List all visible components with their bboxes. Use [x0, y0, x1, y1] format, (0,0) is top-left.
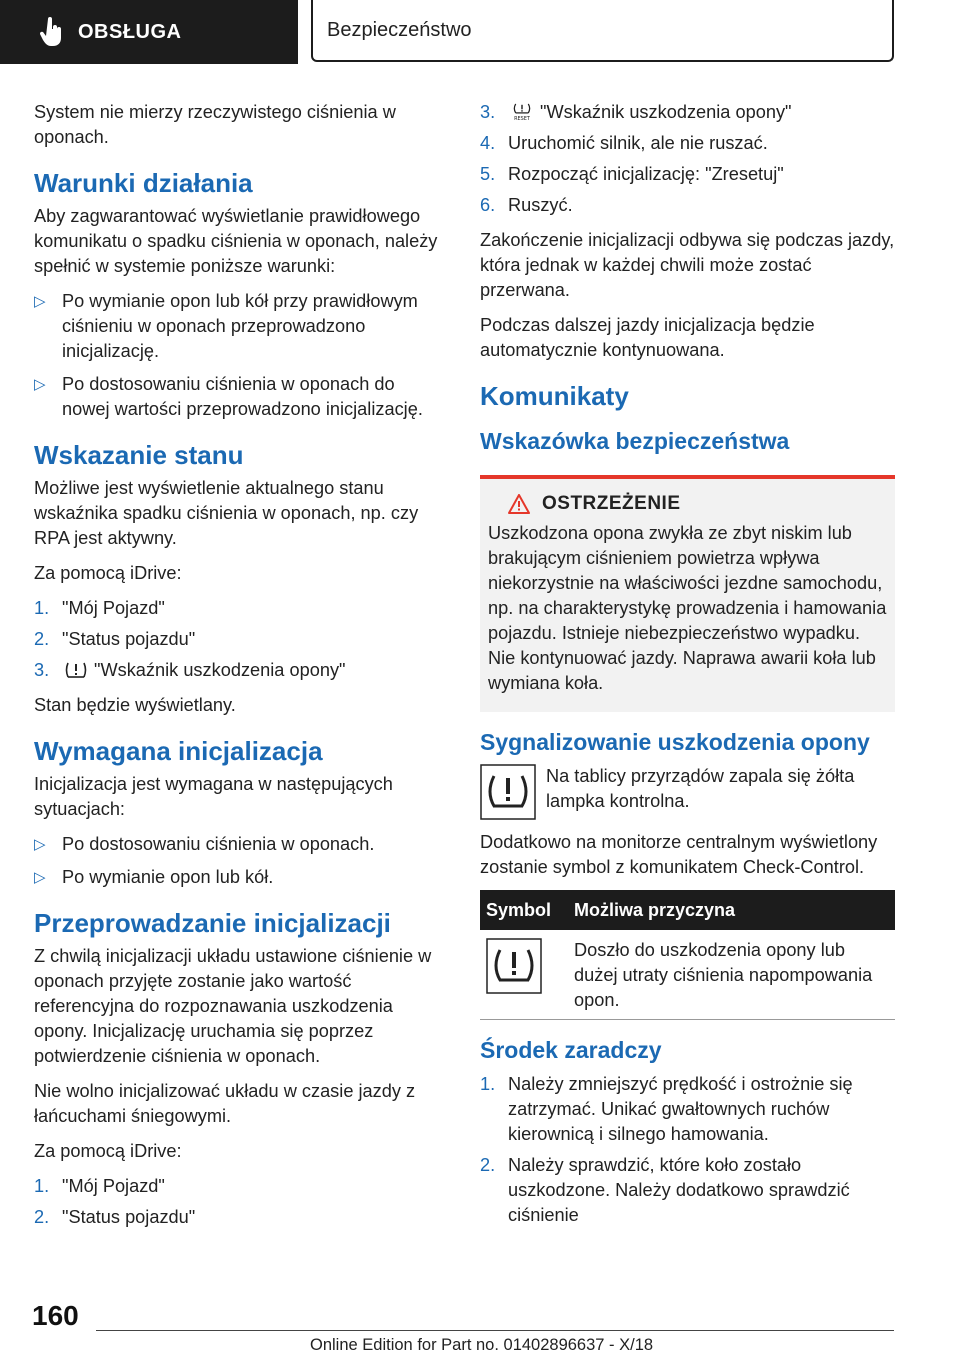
triangle-bullet-icon: ▷ — [34, 293, 46, 310]
list-item: 1. "Mój Pojazd" — [34, 598, 165, 618]
section-label: OBSŁUGA — [78, 20, 182, 43]
heading-srodek: Środek zaradczy — [480, 1037, 662, 1063]
idrive-text-2: Za pomocą iDrive: — [34, 1141, 182, 1161]
triangle-bullet-icon: ▷ — [34, 869, 46, 886]
przeprowadzanie-text: Z chwilą inicjalizacji układu ustawione ciśnienie w oponach przyjęte zostanie jako wartość referencyjna do rozpoznawania uszkodzenia opony. Inicjalizację uruchamia się poprzez potwierdzenie ciśnienia w oponach. — [34, 946, 432, 1066]
tyre-pressure-warning-icon — [480, 764, 536, 820]
dalsza-text: Podczas dalszej jazdy inicjalizacja będzie automatycznie kontynuowana. — [480, 315, 815, 360]
list-item: ▷ Po dostosowaniu ciśnienia w oponach do nowej wartości przeprowadzono inicjalizację. — [34, 374, 423, 419]
footer-divider — [96, 1330, 894, 1331]
idrive-text: Za pomocą iDrive: — [34, 563, 182, 583]
intro-text: System nie mierzy rzeczywistego ciśnienia w oponach. — [34, 102, 396, 147]
list-item: 1. "Mój Pojazd" — [34, 1176, 165, 1196]
list-item: 2. "Status pojazdu" — [34, 629, 196, 649]
heading-wskazowka: Wskazówka bezpieczeństwa — [480, 428, 790, 454]
tyre-pressure-icon — [64, 661, 88, 679]
warunki-list — [34, 289, 446, 422]
list-item: 5. Rozpocząć inicjalizację: "Zresetuj" — [480, 164, 784, 184]
list-item: ▷ Po dostosowaniu ciśnienia w oponach. — [34, 832, 446, 857]
triangle-bullet-icon: ▷ — [34, 376, 46, 393]
heading-warunki: Warunki działania — [34, 168, 253, 198]
warning-text: Uszkodzona opona zwykła ze zbyt niskim lub brakującym ciśnieniem powietrza wpływa niekorzystnie na właściwości jezdne samochodu, np. na charakterystykę prowadzenia i hamowania pojazdu. Istnieje niebezpieczeństwo wypadku. Nie kontynuować jazdy. Naprawa awarii koła lub wymiana koła. — [488, 523, 887, 693]
stan-after-text: Stan będzie wyświetlany. — [34, 695, 236, 715]
heading-przeprowadzanie: Przeprowadzanie inicjalizacji — [34, 908, 391, 938]
table-header-cause: Możliwa przyczyna — [568, 890, 895, 930]
symbol-table — [480, 890, 895, 1020]
tyre-pressure-reset-icon — [510, 103, 534, 121]
dodatkowo-text: Dodatkowo na monitorze centralnym wyświetlony zostanie symbol z komunikatem Check-Control. — [480, 832, 878, 877]
list-item: 4. Uruchomić silnik, ale nie ruszać. — [480, 133, 768, 153]
wymagana-text: Inicjalizacja jest wymagana w następujących sytuacjach: — [34, 774, 393, 819]
left-column — [34, 100, 446, 1240]
warning-title: OSTRZEŻENIE — [542, 493, 681, 514]
koniec-text: Zakończenie inicjalizacji odbywa się podczas jazdy, która jednak w każdej chwili może zostać przerwana. — [480, 230, 895, 300]
tyre-pressure-warning-icon — [486, 938, 542, 994]
heading-komunikaty: Komunikaty — [480, 381, 629, 411]
heading-stan: Wskazanie stanu — [34, 440, 244, 470]
table-cell-cause: Doszło do uszkodzenia opony lub dużej utraty ciśnienia napompowania opon. — [568, 930, 895, 1020]
warning-box — [480, 475, 895, 712]
table-header-symbol: Symbol — [480, 890, 568, 930]
przeprowadzanie-steps — [34, 1174, 446, 1230]
list-item: 3. "Wskaźnik uszkodzenia opony" — [34, 660, 346, 680]
list-item: ▷ Po wymianie opon lub kół. — [34, 865, 446, 890]
warning-triangle-icon — [508, 494, 530, 514]
list-item: ▷ Po wymianie opon lub kół przy prawidłowym ciśnieniu w oponach przeprowadzono inicjalizację. — [34, 291, 418, 361]
chapter-tab — [311, 0, 894, 62]
warunki-text: Aby zagwarantować wyświetlanie prawidłowego komunikatu o spadku ciśnienia w oponach, należy spełnić w systemie poniższe warunki: — [34, 206, 438, 276]
indicator-row — [480, 764, 895, 820]
svg-text:RESET: RESET — [514, 116, 530, 121]
list-item: 1. Należy zmniejszyć prędkość i ostrożnie się zatrzymać. Unikać gwałtownych ruchów kierownicą i silnego hamowania. — [480, 1074, 853, 1144]
heading-sygnalizowanie: Sygnalizowanie uszkodzenia opony — [480, 729, 870, 755]
srodek-steps — [480, 1072, 895, 1228]
list-item: 2. "Status pojazdu" — [34, 1207, 196, 1227]
page-number: 160 — [32, 1300, 79, 1331]
snieg-text: Nie wolno inicjalizować układu w czasie jazdy z łańcuchami śniegowymi. — [34, 1081, 416, 1126]
list-item: 2. Należy sprawdzić, które koło zostało uszkodzone. Należy dodatkowo sprawdzić ciśnienie — [480, 1155, 850, 1225]
chapter-label: Bezpieczeństwo — [327, 18, 472, 41]
lampka-text: Na tablicy przyrządów zapala się żółta lampka kontrolna. — [546, 766, 855, 811]
hand-pointer-icon — [40, 17, 64, 47]
footer-text: Online Edition for Part no. 01402896637 - X/18 — [310, 1336, 654, 1354]
init-steps-continued — [480, 100, 895, 218]
wymagana-list — [34, 832, 446, 890]
stan-text: Możliwe jest wyświetlenie aktualnego stanu wskaźnika spadku ciśnienia w oponach, np. czy RPA jest aktywny. — [34, 478, 419, 548]
triangle-bullet-icon: ▷ — [34, 836, 46, 853]
right-column — [480, 100, 895, 1238]
list-item: 6. Ruszyć. — [480, 195, 573, 215]
section-tab — [0, 0, 298, 64]
table-row — [480, 930, 895, 1020]
heading-wymagana: Wymagana inicjalizacja — [34, 736, 323, 766]
stan-steps — [34, 596, 446, 683]
list-item: 3. RESET "Wskaźnik uszkodzenia opony" — [480, 102, 792, 122]
